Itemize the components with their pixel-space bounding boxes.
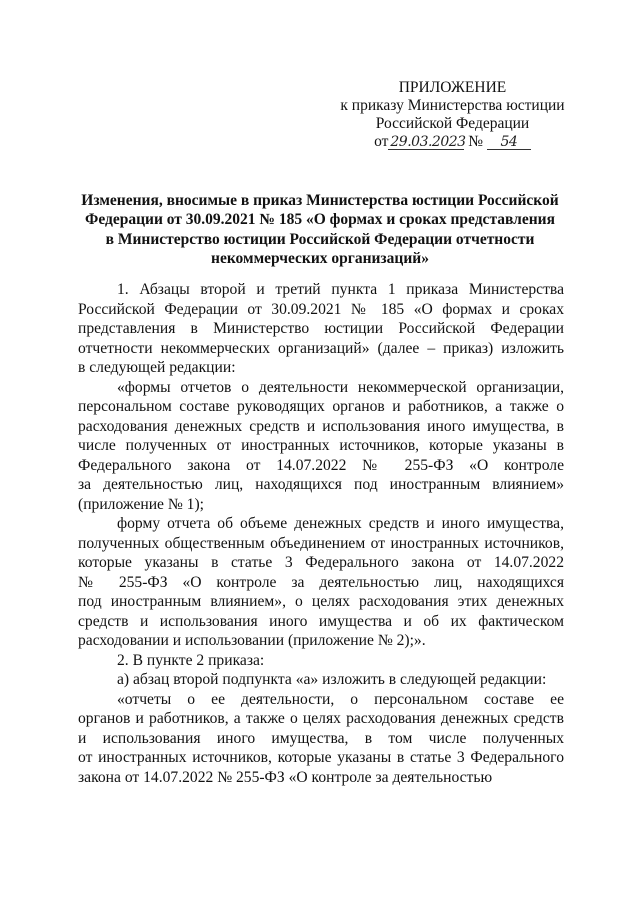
text-line: 1. Абзацы второй и третий пункта 1 приказа Министерства <box>117 281 564 298</box>
text-line: расходовании и использовании (приложение № 2);». <box>78 632 426 649</box>
title-line: Изменения, вносимые в приказ Министерства юстиции Российской <box>81 192 559 209</box>
appendix-label: ПРИЛОЖЕНИЕ <box>398 79 507 96</box>
paragraph <box>78 690 564 788</box>
appendix-date-line <box>330 133 575 152</box>
text-line: под иностранным влиянием», о целях расходования этих денежных <box>78 593 564 610</box>
paragraph <box>78 514 564 651</box>
text-line: отчетности некоммерческих организаций» (далее – приказ) изложить <box>78 339 564 357</box>
text-line: в следующей редакции: <box>78 359 236 376</box>
title-line: в Министерство юстиции Российской Федерации отчетности <box>105 230 535 248</box>
text-line: закона от 14.07.2022 № 255-ФЗ «О контроле за деятельностью <box>78 768 493 786</box>
paragraph <box>78 670 564 690</box>
text-line: представления в Министерство юстиции Российской Федерации <box>78 320 564 337</box>
text-line: «формы отчетов о деятельности некоммерческой организации, <box>117 378 564 396</box>
date-prefix: от <box>374 133 389 150</box>
text-line: расходования денежных средств и использования иного имущества, в <box>78 417 564 435</box>
text-line: Федерального закона от 14.07.2022 № 255-ФЗ «О контроле <box>78 456 564 474</box>
appendix-ministry: Российской Федерации <box>375 115 530 132</box>
text-line: «отчеты о ее деятельности, о персональном составе ее <box>117 690 564 708</box>
title-line: некоммерческих организаций» <box>211 249 429 267</box>
text-line: от иностранных источников, которые указаны в статье 3 Федерального <box>78 749 564 766</box>
title-line: Федерации от 30.09.2021 № 185 «О формах и сроках представления <box>85 211 555 229</box>
text-line: средств и использования иного имущества и об их фактическом <box>78 612 564 630</box>
text-line: № 255-ФЗ «О контроле за деятельностью лиц, находящихся <box>78 573 564 591</box>
handwritten-date: 29.03.2023 <box>390 134 466 150</box>
handwritten-number: 54 <box>487 135 531 150</box>
text-line: а) абзац второй подпункта «а» изложить в следующей редакции: <box>117 671 547 688</box>
text-line: 2. В пункте 2 приказа: <box>117 651 265 669</box>
document-body <box>78 280 564 787</box>
text-line: органов и работников, а также о целях расходования денежных средств <box>78 710 564 727</box>
text-line: за деятельностью лиц, находящихся под иностранным влиянием» <box>78 476 564 493</box>
appendix-order-ref: к приказу Министерства юстиции <box>340 97 565 114</box>
text-line: которые указаны в статье 3 Федерального закона от 14.07.2022 <box>78 554 564 571</box>
text-line: полученных общественным объединением от иностранных источников, <box>78 534 564 552</box>
text-line: Российской Федерации от 30.09.2021 № 185 «О формах и сроках <box>78 300 564 318</box>
text-line: числе полученных от иностранных источников, которые указаны в <box>78 437 564 454</box>
paragraph <box>78 651 564 671</box>
paragraph <box>78 280 564 378</box>
text-line: персональном составе руководящих органов и работников, а также о <box>78 398 564 415</box>
text-line: форму отчета об объеме денежных средств и иного имущества, <box>117 515 564 532</box>
text-line: (приложение № 1); <box>78 495 204 513</box>
number-prefix: № <box>468 133 484 150</box>
document-title <box>70 191 570 268</box>
paragraph <box>78 378 564 515</box>
text-line: и использования иного имущества, в том числе полученных <box>78 729 564 747</box>
